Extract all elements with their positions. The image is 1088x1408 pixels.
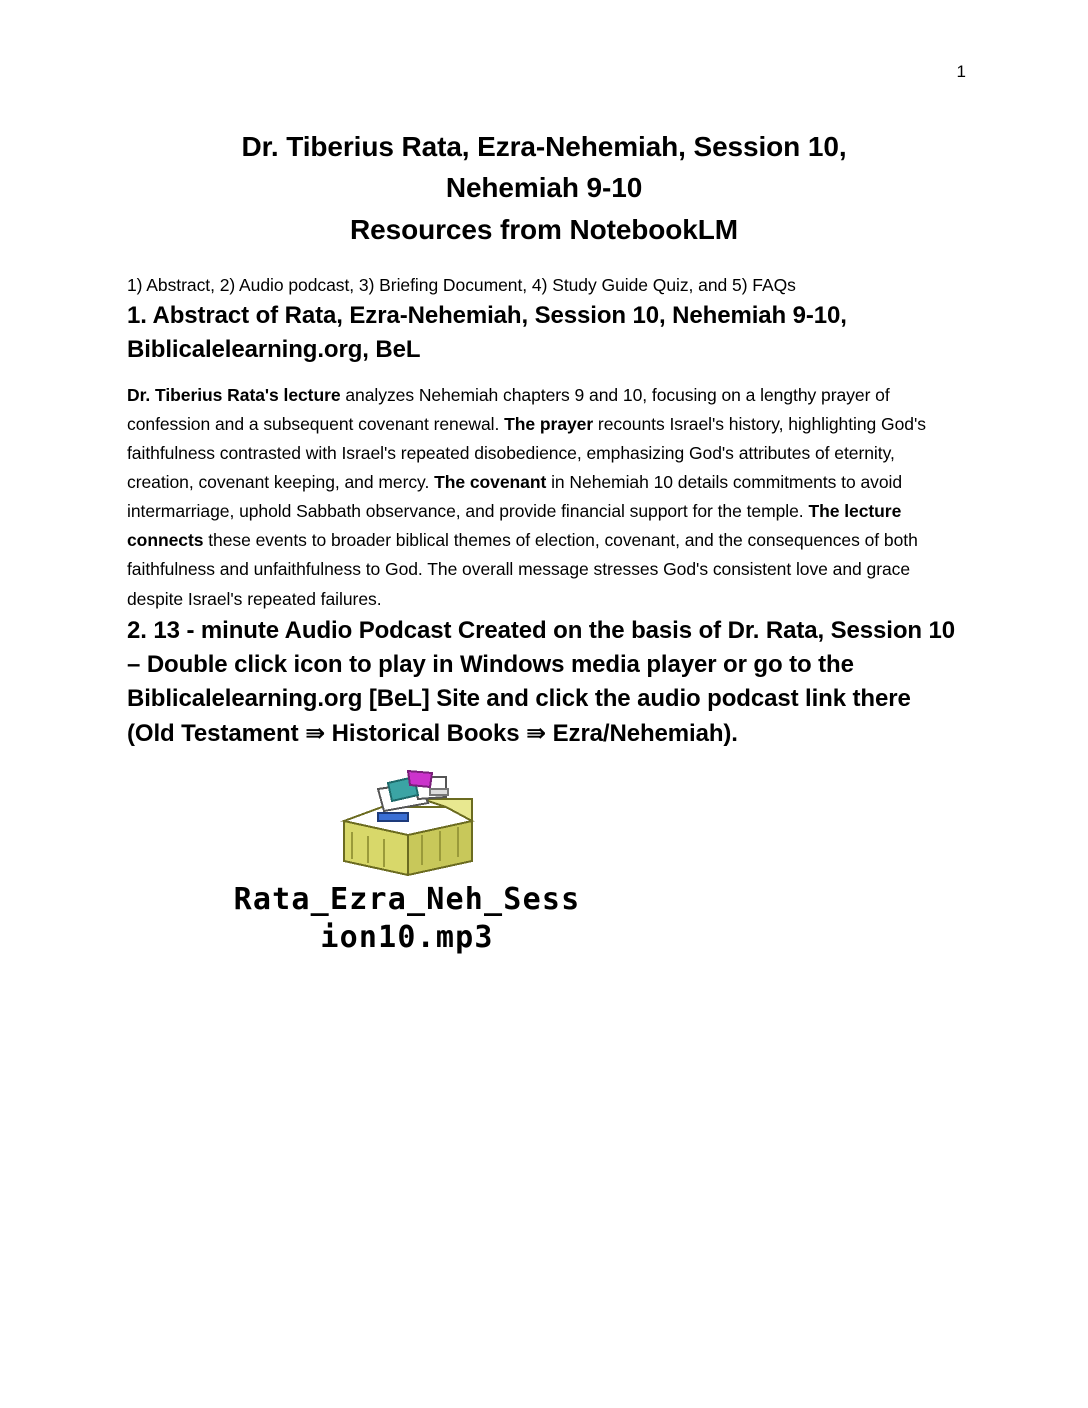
- page-title-line-1: Dr. Tiberius Rata, Ezra-Nehemiah, Session 10,: [241, 131, 847, 162]
- resources-list-line: 1) Abstract, 2) Audio podcast, 3) Briefing Document, 4) Study Guide Quiz, and 5) FAQs: [127, 275, 796, 296]
- section-2-heading-part-2: Historical Books: [325, 719, 527, 747]
- double-arrow-icon-2: ⇛: [526, 718, 547, 747]
- abstract-run-4: these events to broader biblical themes of election, covenant, and the consequences of both faithfulness and unfaithfulness to God. The overall message stresses God's consistent love and grace despite Israel's repeated failures.: [127, 530, 918, 609]
- page-title: [127, 126, 961, 250]
- section-1-paragraph: [127, 381, 961, 614]
- attachment-filename-line-1: Rata_Ezra_Neh_Sess: [233, 882, 581, 918]
- page-title-line-3: Resources from NotebookLM: [350, 213, 738, 245]
- abstract-run-covenant: The covenant: [434, 472, 547, 493]
- abstract-run-lecture: Dr. Tiberius Rata's lecture: [127, 384, 341, 405]
- abstract-run-1: analyzes Nehemiah chapters 9 and 10, focusing on a lengthy prayer of confession and a subsequent covenant renewal.: [127, 384, 890, 434]
- abstract-run-2: recounts Israel's history, highlighting God's faithfulness contrasted with Israel's repeated disobedience, emphasizing God's attributes of eternity, creation, covenant keeping, and mercy.: [127, 413, 926, 493]
- package-attachment-icon[interactable]: [322, 769, 492, 879]
- attachment-filename: [127, 881, 687, 958]
- section-2-heading-part-3: Ezra/Nehemiah).: [546, 719, 738, 747]
- abstract-run-3: in Nehemiah 10 details commitments to avoid intermarriage, uphold Sabbath observance, and provide financial support for the temple.: [127, 472, 903, 522]
- section-2-heading: [127, 614, 961, 751]
- abstract-run-prayer: The prayer: [504, 413, 594, 434]
- section-1-heading: 1. Abstract of Rata, Ezra-Nehemiah, Session 10, Nehemiah 9-10, Biblicalelearning.org, BeL: [127, 301, 847, 363]
- double-arrow-icon-1: ⇛: [305, 718, 326, 747]
- document-content: [127, 126, 961, 958]
- audio-attachment[interactable]: [127, 769, 687, 958]
- page-title-line-2: Nehemiah 9-10: [445, 172, 643, 204]
- abstract-run-connects: The lecture connects: [127, 501, 902, 551]
- page-number: 1: [956, 62, 966, 81]
- section-2-heading-part-1: 2. 13 - minute Audio Podcast Created on the basis of Dr. Rata, Session 10 – Double click icon to play in Windows media player or go to the Biblicalelearning.org [BeL] Site and click the audio podcast link there (Old Testament: [127, 616, 956, 747]
- attachment-filename-line-2: ion10.mp3: [320, 920, 494, 956]
